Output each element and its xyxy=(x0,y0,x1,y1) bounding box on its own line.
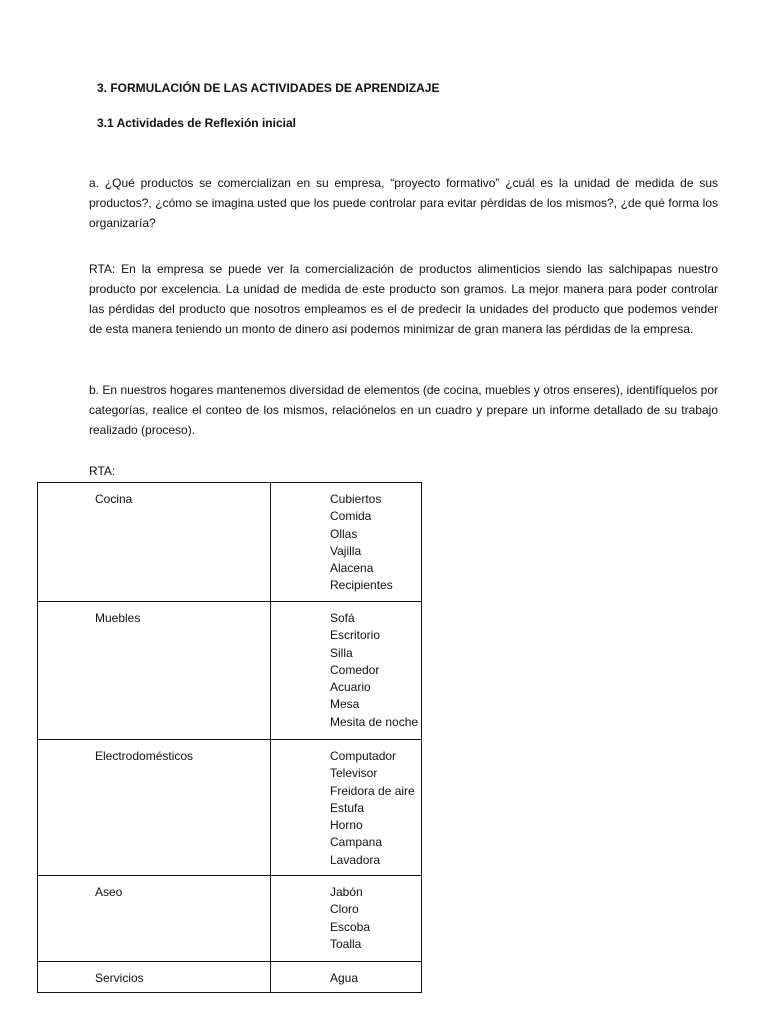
list-item: Cloro xyxy=(330,902,359,917)
inventory-table-body xyxy=(38,483,422,993)
list-item: Escritorio xyxy=(330,628,381,643)
list-item: Acuario xyxy=(330,680,371,695)
list-item: Recipientes xyxy=(330,578,393,593)
list-item: Jabón xyxy=(330,885,363,899)
list-item: Alacena xyxy=(330,561,374,576)
list-item: Ollas xyxy=(330,526,358,541)
table-row xyxy=(38,876,422,962)
table-row xyxy=(38,962,422,993)
category-cell xyxy=(38,876,271,962)
items-cell xyxy=(271,483,422,602)
items-cell xyxy=(271,740,422,876)
items-cell xyxy=(271,876,422,962)
list-item: Mesita de noche xyxy=(330,714,419,729)
category-label: Servicios xyxy=(95,971,144,985)
category-label: Muebles xyxy=(95,611,141,625)
list-item: Horno xyxy=(330,818,363,833)
category-cell xyxy=(38,962,271,993)
list-item: Cubiertos xyxy=(330,492,382,506)
category-label: Cocina xyxy=(95,492,133,506)
list-item: Computador xyxy=(330,749,397,763)
list-item: Escoba xyxy=(330,919,371,934)
list-item: Televisor xyxy=(330,766,378,781)
question-b: b. En nuestros hogares mantenemos diversidad de elementos (de cocina, muebles y otros enseres), identifíquelos por categorías, realice el conteo de los mismos, relaciónelos en un cuadro y prepare un informe detallado de su trabajo realizado (proceso). xyxy=(89,383,718,437)
list-item: Sofá xyxy=(330,611,355,625)
category-cell xyxy=(38,740,271,876)
list-item: Freidora de aire xyxy=(330,783,415,798)
question-a: a. ¿Qué productos se comercializan en su empresa, “proyecto formativo” ¿cuál es la unidad de medida de sus productos?, ¿cómo se imagina usted que los puede controlar para evitar pérdidas de los mismos?, ¿de qué forma los organizaría? xyxy=(89,176,718,230)
items-cell xyxy=(271,602,422,740)
category-label: Aseo xyxy=(95,885,123,899)
table-row xyxy=(38,483,422,602)
list-item: Estufa xyxy=(330,800,365,815)
list-item: Agua xyxy=(330,971,359,985)
list-item: Comida xyxy=(330,509,372,524)
inventory-table xyxy=(37,482,422,993)
items-cell xyxy=(271,962,422,993)
section-heading: 3. FORMULACIÓN DE LAS ACTIVIDADES DE APRENDIZAJE xyxy=(97,81,440,95)
rta-label: RTA: xyxy=(89,464,116,478)
list-item: Toalla xyxy=(330,936,362,951)
category-cell xyxy=(38,483,271,602)
category-label: Electrodomésticos xyxy=(95,749,194,763)
list-item: Lavadora xyxy=(330,852,381,867)
list-item: Vajilla xyxy=(330,543,362,558)
list-item: Silla xyxy=(330,645,353,660)
table-row xyxy=(38,602,422,740)
category-cell xyxy=(38,602,271,740)
list-item: Mesa xyxy=(330,697,360,712)
answer-a: RTA: En la empresa se puede ver la comercialización de productos alimenticios siendo las salchipapas nuestro producto por excelencia. La unidad de medida de este producto son gramos. La mejor manera para poder controlar las pérdidas del producto que nosotros empleamos es el de predecir la unidades del producto que podemos vender de esta manera teniendo un monto de dinero asi podemos minimizar de gran manera las pérdidas de la empresa. xyxy=(89,262,718,336)
subsection-heading: 3.1 Actividades de Reflexión inicial xyxy=(97,116,296,130)
table-row xyxy=(38,740,422,876)
list-item: Comedor xyxy=(330,662,380,677)
list-item: Campana xyxy=(330,835,383,850)
